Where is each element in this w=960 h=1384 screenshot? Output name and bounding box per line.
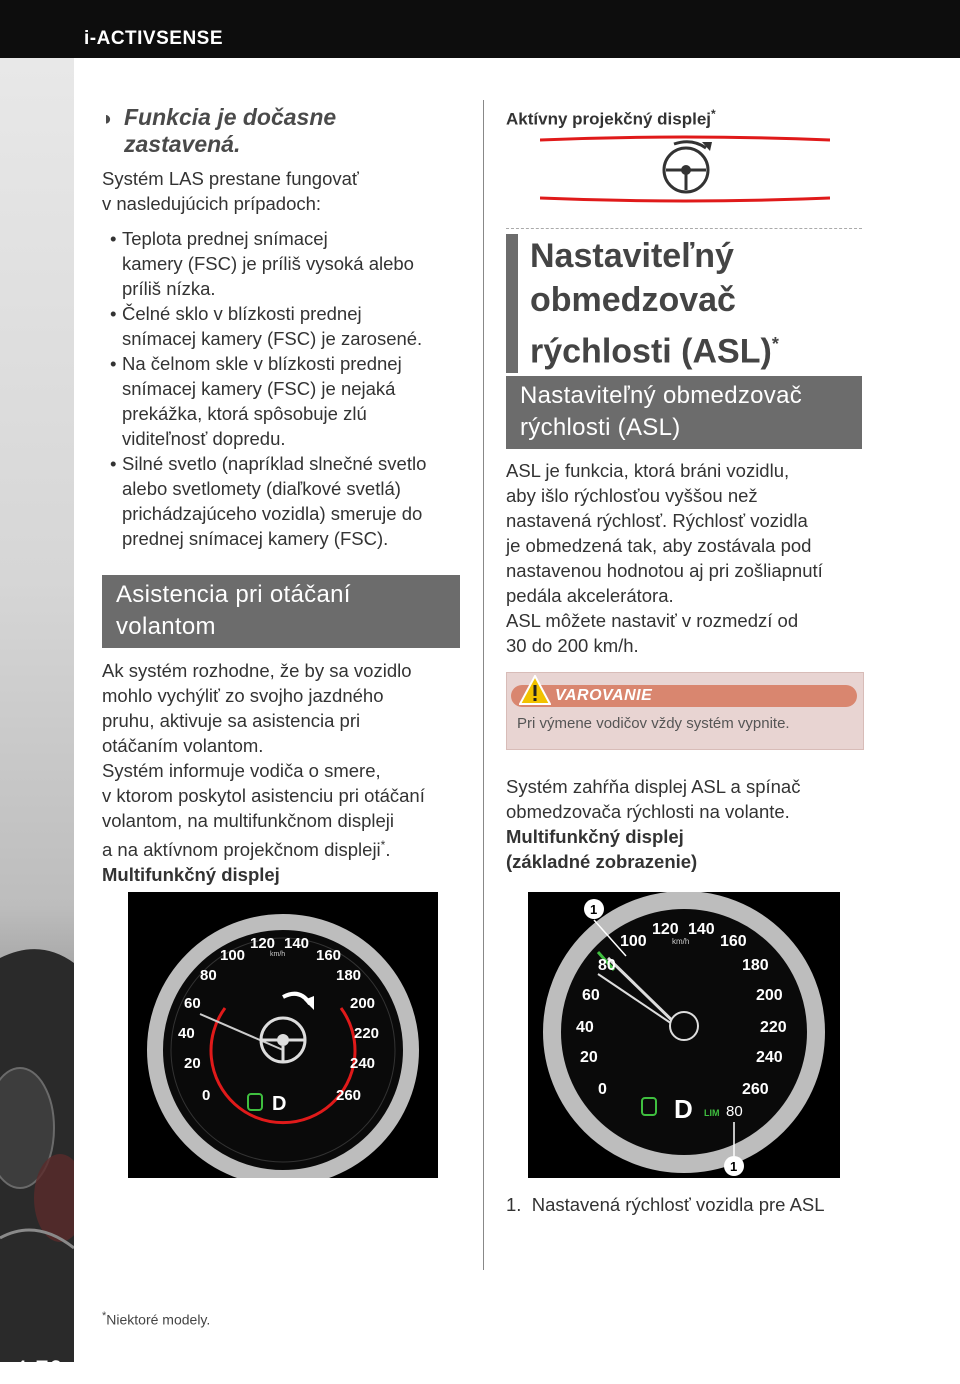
tick-label: 160 [720,933,747,950]
svg-text:1: 1 [730,1159,738,1174]
tick-label: 160 [316,947,342,964]
footnote: *Niektoré modely. [102,1310,211,1328]
subheading: ◗ Funkcia je dočasne zastavená. [102,104,337,157]
gauge-image-steering-assist [128,892,438,1178]
steering-assist-paragraph: Ak systém rozhodne, že by sa vozidlo mohlo vychýliť zo svojho jazdného pruhu, aktivuje sa asistencia pri otáčaním volantom. Systém informuje vodiča o smere, v ktorom poskytol asistenciu pri otáčaní volantom, na multifunkčnom displeji a na aktívnom projekčnom displeji*. [102,660,425,861]
svg-text:D: D [272,1093,287,1115]
hud-image [540,134,830,204]
section-title: i-ACTIVSENSE [84,28,224,49]
triangle-bullet-icon: ◗ [102,108,115,130]
tick-label: 140 [284,935,310,952]
tick-label: 240 [756,1049,783,1066]
tick-label: 240 [350,1055,376,1072]
svg-text:1: 1 [590,902,598,917]
warning-text: Pri výmene vodičov vždy systém vypnite. [517,715,790,732]
label-multifunction-display: Multifunkčný displej [102,864,280,886]
sidebar-photo [0,58,74,1383]
tick-label: 60 [582,987,600,1004]
page-number: 4-76 [14,1356,63,1383]
svg-text:km/h: km/h [270,951,286,958]
tick-label: 220 [760,1019,787,1036]
label-hud: Aktívny projekčný displej* [506,107,716,129]
section-heading-steering-assist: Asistencia pri otáčaní volantom [102,575,460,648]
header-bar [0,0,960,58]
warning-box [506,672,864,750]
tick-label: 260 [742,1081,769,1098]
svg-text:LIM: LIM [704,1108,720,1118]
tick-label: 0 [598,1081,607,1098]
list-item: • Na čelnom skle v blízkosti prednej snímacej kamery (FSC) je nejaká prekážka, ktorá spôsobuje zlú viditeľnosť dopredu. [102,351,464,451]
tick-label: 120 [250,935,276,952]
chapter-heading-asl: Nastaviteľný obmedzovač rýchlosti (ASL)* [506,234,860,373]
tick-label: 180 [336,967,362,984]
list-item: • Silné svetlo (napríklad slnečné svetlo alebo svetlomety (diaľkové svetlá) prichádzajúceho vozidla) smeruje do prednej snímacej kamery (FSC). [102,451,464,551]
tick-label: 100 [620,933,647,950]
svg-text:80: 80 [726,1103,743,1120]
tick-label: 40 [178,1025,195,1042]
car-interior-image [0,58,74,1362]
gauge-image-asl [528,892,840,1178]
asl-system-paragraph: Systém zahŕňa displej ASL a spínač obmedzovača rýchlosti na volante. Multifunkčný displej (základné zobrazenie) [506,776,801,872]
svg-text:D: D [674,1094,693,1124]
tick-label: 0 [202,1087,211,1104]
warning-header: VAROVANIE [511,685,857,707]
tick-label: 20 [184,1055,201,1072]
tick-label: 40 [576,1019,594,1036]
warning-icon [519,675,551,705]
right-column [506,102,864,132]
caption: 1. Nastavená rýchlosť vozidla pre ASL [506,1194,825,1215]
tick-label: 140 [688,921,715,938]
tick-label: 200 [350,995,376,1012]
tick-label: 200 [756,987,783,1004]
section-heading-asl: Nastaviteľný obmedzovač rýchlosti (ASL) [506,376,862,449]
tick-label: 180 [742,957,769,974]
list-item: • Teplota prednej snímacej kamery (FSC) je príliš vysoká alebo príliš nízka. [102,226,464,301]
intro-text: Systém LAS prestane fungovať v nasledujúcich prípadoch: [102,168,359,214]
tick-label: 260 [336,1087,362,1104]
tick-label: 220 [354,1025,380,1042]
asl-paragraph: ASL je funkcia, ktorá bráni vozidlu, aby išlo rýchlosťou vyššou než nastavená rýchlosť. Rýchlosť vozidla je obmedzená tak, aby zostávala pod nastavenou hodnotou aj pri zošliapnutí pedála akcelerátora. ASL môžete nastaviť v rozmedzí od 30 do 200 km/h. [506,460,823,656]
list-item: • Čelné sklo v blízkosti prednej snímacej kamery (FSC) je zarosené. [102,301,464,351]
tick-label: 20 [580,1049,598,1066]
tick-label: 120 [652,921,679,938]
tick-label: 80 [200,967,217,984]
tick-label: 80 [598,957,616,974]
svg-text:km/h: km/h [672,937,690,946]
tick-label: 60 [184,995,201,1012]
column-divider [483,100,484,1270]
left-column [102,104,464,887]
tick-label: 100 [220,947,246,964]
conditions-list [102,226,464,551]
